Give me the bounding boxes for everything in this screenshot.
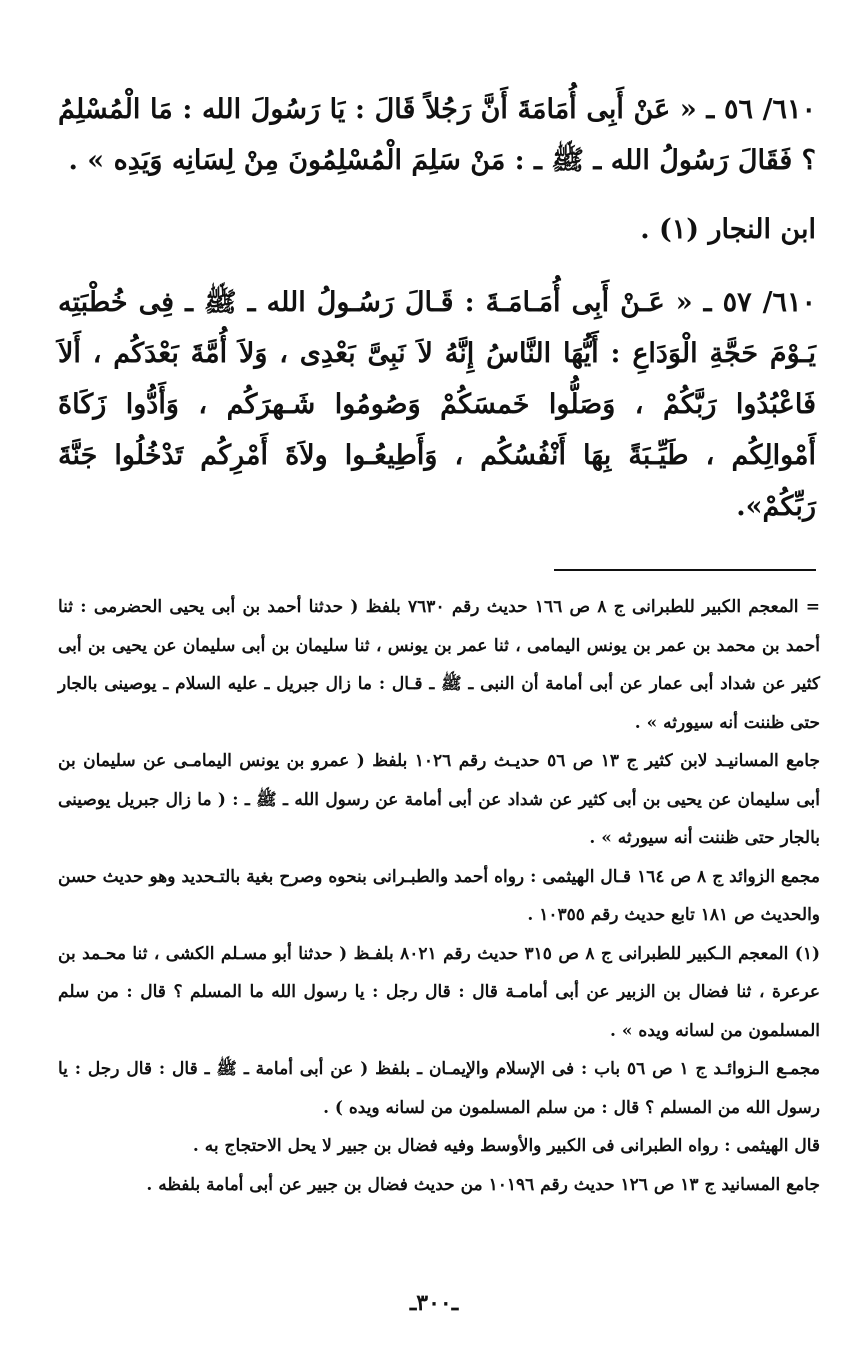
hadith-56: ٦١٠/ ٥٦ ـ « عَنْ أَبِى أُمَامَةَ أَنَّ رَجُلاً قَالَ : يَا رَسُولَ الله : مَا الْمُسْلِمُ ؟ فَقَالَ رَسُولُ الله ـ ﷺ ـ : مَنْ سَلِمَ الْمُسْلِمُونَ مِنْ لِسَانِه وَيَدِه » .: [58, 94, 816, 176]
footnote-divider: [554, 569, 816, 571]
footnote-continued-tabarani: = المعجم الكبير للطبرانى ج ٨ ص ١٦٦ حديث رقم ٧٦٣٠ بلفظ ( حدثنا أحمد بن أبى يحيى الحضرمى : ثنا أحمد بن محمد بن عمر بن يونس اليمامى ، ثنا عمر بن يونس ، ثنا سليمان بن أبى سليمان عن يحيى بن أبى كثير عن شداد أبى عمار عن أبى أمامة أن النبى ـ ﷺ ـ قـال : ما زال جبريل ـ عليه السلام ـ يوصينى بالجار حتى ظننت أنه سيورثه » .: [58, 597, 821, 733]
hadith-57: ٦١٠/ ٥٧ ـ « عَـنْ أَبِى أُمَـامَـةَ : قَـالَ رَسُـولُ الله ـ ﷺ ـ فِى خُطْبَتِه يَـوْمَ حَجَّةِ الْوَدَاعِ : أَيُّهَا النَّاسُ إِنَّهُ لاَ نَبِىَّ بَعْدِى ، وَلاَ أُمَّةَ بَعْدَكُم ، أَلاَ فَاعْبُدُوا رَبَّكُمْ ، وَصَلُّوا خَمسَكُمْ وَصُومُوا شَـهرَكُم ، وَأَدُّوا زَكَاةَ أَمْوالِكُم ، طَيِّـبَةً بِهَا أَنْفُسُكُم ، وَأَطِيعُـوا ولاَةَ أَمْرِكُم تَدْخُلُوا جَنَّةَ رَبِّكُمْ».: [58, 287, 816, 522]
footnote-majma-zawaid: مجمع الزوائد ج ٨ ص ١٦٤ قـال الهيثمى : رواه أحمد والطبـرانى بنحوه وصرح بغية بالتـحديد وهو حديث حسن والحديث ص ١٨١ تابع حديث رقم ١٠٣٥٥ .: [58, 866, 821, 925]
footnote-majma-zawaid-iman: مجمـع الـزوائـد ج ١ ص ٥٦ باب : فى الإسلام والإيمـان ـ بلفظ ( عن أبى أمامة ـ ﷺ ـ قال : قال رجل : يا رسول الله من المسلم ؟ قال : من سلم المسلمون من لسانه ويده ) .: [58, 1059, 821, 1118]
footnote-jami-masanid: جامع المسانيـد لابن كثير ج ١٣ ص ٥٦ حديـث رقم ١٠٢٦ بلفظ ( عمرو بن يونس اليمامـى عن سليمان بن أبى سليمان عن يحيى بن أبى كثير عن شداد عن أبى أمامة عن رسول الله ـ ﷺ ـ : ( ما زال جبريل يوصينى بالجار حتى ظننت أنه سيورثه » .: [58, 751, 820, 848]
footnote-jami-masanid-2: جامع المسانيد ج ١٣ ص ١٢٦ حديث رقم ١٠١٩٦ من حديث فضال بن جبير عن أبى أمامة بلفظه .: [146, 1174, 820, 1195]
footnote-haythami: قال الهيثمى : رواه الطبرانى فى الكبير والأوسط وفيه فضال بن جبير لا يحل الاحتجاج به .: [192, 1136, 820, 1156]
footnote-1-tabarani: (١) المعجم الـكبير للطبرانى ج ٨ ص ٣١٥ حديث رقم ٨٠٢١ بلفـظ ( حدثنا أبو مسـلم الكشى ، ثنا محـمد بن عرعرة ، ثنا فضال بن الزبير عن أبى أمامـة قال : قال رجل : يا رسول الله ما المسلم ؟ قال : من سلم المسلمون من لسانه ويده » .: [58, 943, 820, 1041]
footnotes: [58, 588, 820, 1204]
hadith-56-source: ابن النجار (١) .: [640, 214, 816, 245]
page-number: ـ٣٠٠ـ: [409, 1290, 459, 1316]
main-text: [58, 84, 816, 532]
